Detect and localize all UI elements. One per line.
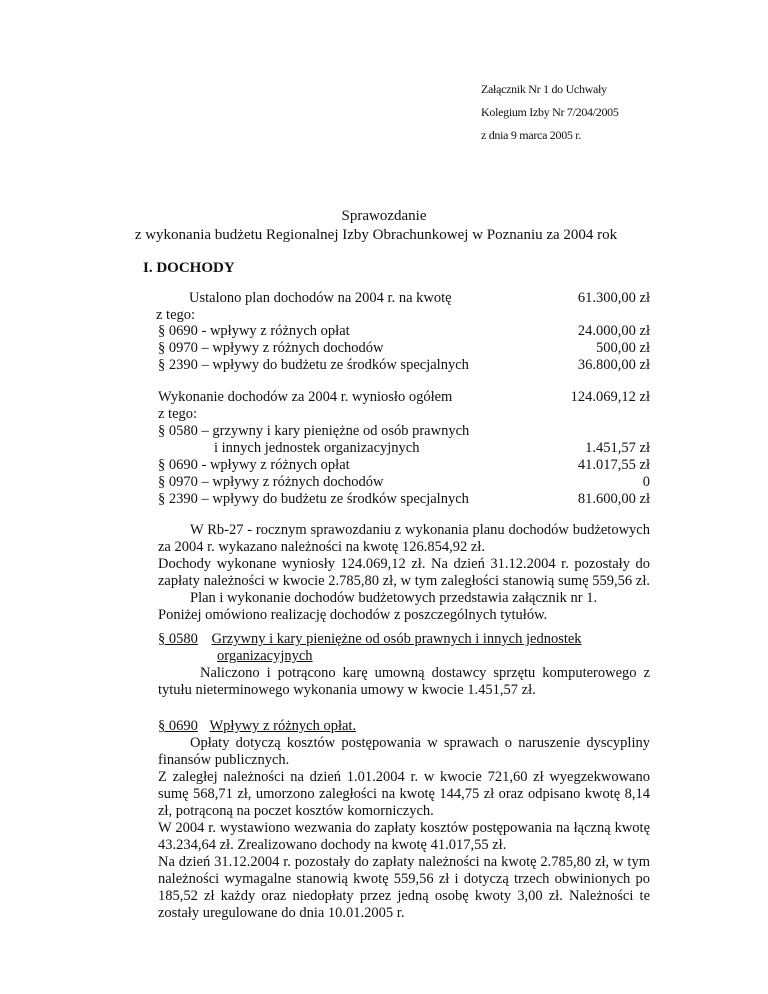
paragraph-line: należności wymagalne stanowią kwotę 559,56 zł i dotyczą trzech obwinionych po [158, 871, 650, 887]
plan-item-amount: 500,00 zł [596, 340, 650, 356]
paragraph-line: Opłaty dotyczą kosztów postępowania w sprawach o naruszenie dyscypliny [190, 735, 650, 751]
attachment-note-line-1: Załącznik Nr 1 do Uchwały [481, 82, 607, 96]
plan-item-amount: 24.000,00 zł [577, 323, 650, 339]
paragraph-line: zł, potrąconą na poczet kosztów komorniczych. [158, 803, 434, 819]
execution-item-amount: 81.600,00 zł [577, 491, 650, 507]
plan-item-label: § 0690 - wpływy z różnych opłat [158, 323, 350, 339]
execution-item-label: § 0580 – grzywny i kary pieniężne od osób prawnych [158, 423, 470, 439]
section-0580-heading [158, 631, 582, 648]
title-line-1: Sprawozdanie [341, 208, 427, 224]
execution-item-amount: 41.017,55 zł [577, 457, 650, 473]
execution-intro: Wykonanie dochodów za 2004 r. wyniosło ogółem [158, 389, 453, 405]
execution-item-amount: 1.451,57 zł [585, 440, 650, 456]
section-0690-heading [158, 718, 356, 735]
plan-intro: Ustalono plan dochodów na 2004 r. na kwotę [189, 290, 452, 306]
paragraph-line: Plan i wykonanie dochodów budżetowych przedstawia załącznik nr 1. [190, 590, 598, 606]
section-0690-title: Wpływy z różnych opłat. [209, 718, 357, 734]
paragraph-line: zapłaty należności w kwocie 2.785,80 zł, w tym zaległości stanowią sumę 559,56 zł. [158, 573, 650, 589]
paragraph-line: za 2004 r. wykazano należności na kwotę 126.854,92 zł. [158, 539, 485, 555]
execution-item-amount: 0 [642, 474, 650, 490]
execution-z-tego-label: z tego: [158, 406, 198, 422]
rb27-paragraph [158, 522, 650, 624]
paragraph-line: Na dzień 31.12.2004 r. pozostały do zapłaty należności na kwotę 2.785,80 zł, w tym [158, 854, 650, 870]
attachment-note [481, 78, 619, 147]
plan-item-label: § 2390 – wpływy do budżetu ze środków specjalnych [158, 357, 469, 373]
document-title [0, 207, 768, 245]
section-0580-code: § 0580 [158, 631, 198, 647]
paragraph-line: zostały uregulowane do dnia 10.01.2005 r. [158, 905, 405, 921]
paragraph-line: tytułu nieterminowego wykonania umowy w kwocie 1.451,57 zł. [158, 682, 536, 698]
execution-item-label: § 2390 – wpływy do budżetu ze środków specjalnych [158, 491, 469, 507]
attachment-note-line-2: Kolegium Izby Nr 7/204/2005 [481, 105, 619, 119]
paragraph-line: W 2004 r. wystawiono wezwania do zapłaty kosztów postępowania na łączną kwotę [158, 820, 650, 836]
paragraph-line: Poniżej omówiono realizację dochodów z poszczególnych tytułów. [158, 607, 548, 623]
title-line-2: z wykonania budżetu Regionalnej Izby Obrachunkowej w Poznaniu za 2004 rok [134, 227, 618, 243]
paragraph-line: Dochody wykonane wyniosły 124.069,12 zł. Na dzień 31.12.2004 r. pozostały do [158, 556, 650, 572]
paragraph-line: Naliczono i potrącono karę umowną dostawcy sprzętu komputerowego z [200, 665, 650, 681]
execution-total-amount: 124.069,12 zł [570, 389, 650, 405]
section-0690-code: § 0690 [158, 718, 198, 734]
paragraph-line: W Rb-27 - rocznym sprawozdaniu z wykonania planu dochodów budżetowych [190, 522, 650, 538]
plan-item-label: § 0970 – wpływy z różnych dochodów [158, 340, 384, 356]
paragraph-line: 185,52 zł każdy oraz niedopłaty przez jedną osobę kwoty 3,00 zł. Należności te [158, 888, 650, 904]
paragraph-line: sumę 568,71 zł, umorzono zaległości na kwotę 144,75 zł oraz odpisano kwotę 8,14 [158, 786, 650, 802]
paragraph-line: finansów publicznych. [158, 752, 290, 768]
attachment-note-line-3: z dnia 9 marca 2005 r. [481, 128, 582, 142]
section-0580-title-cont: organizacyjnych [217, 648, 313, 664]
section-0580-heading-cont [217, 648, 313, 665]
paragraph-line: 43.234,64 zł. Zrealizowano dochody na kwotę 41.017,55 zł. [158, 837, 507, 853]
section-0580-title: Grzywny i kary pieniężne od osób prawnych i innych jednostek [211, 631, 582, 647]
execution-item-label: § 0690 - wpływy z różnych opłat [158, 457, 350, 473]
plan-z-tego-label: z tego: [156, 307, 196, 323]
section-0580-body [158, 665, 650, 699]
plan-item-amount: 36.800,00 zł [577, 357, 650, 373]
paragraph-line: Z zaległej należności na dzień 1.01.2004 r. w kwocie 721,60 zł wyegzekwowano [158, 769, 650, 785]
execution-item-label: § 0970 – wpływy z różnych dochodów [158, 474, 384, 490]
plan-total-amount: 61.300,00 zł [577, 290, 650, 306]
execution-item-label: i innych jednostek organizacyjnych [214, 440, 420, 456]
section-heading-dochody: I. DOCHODY [143, 260, 235, 276]
section-0690-body [158, 735, 650, 922]
